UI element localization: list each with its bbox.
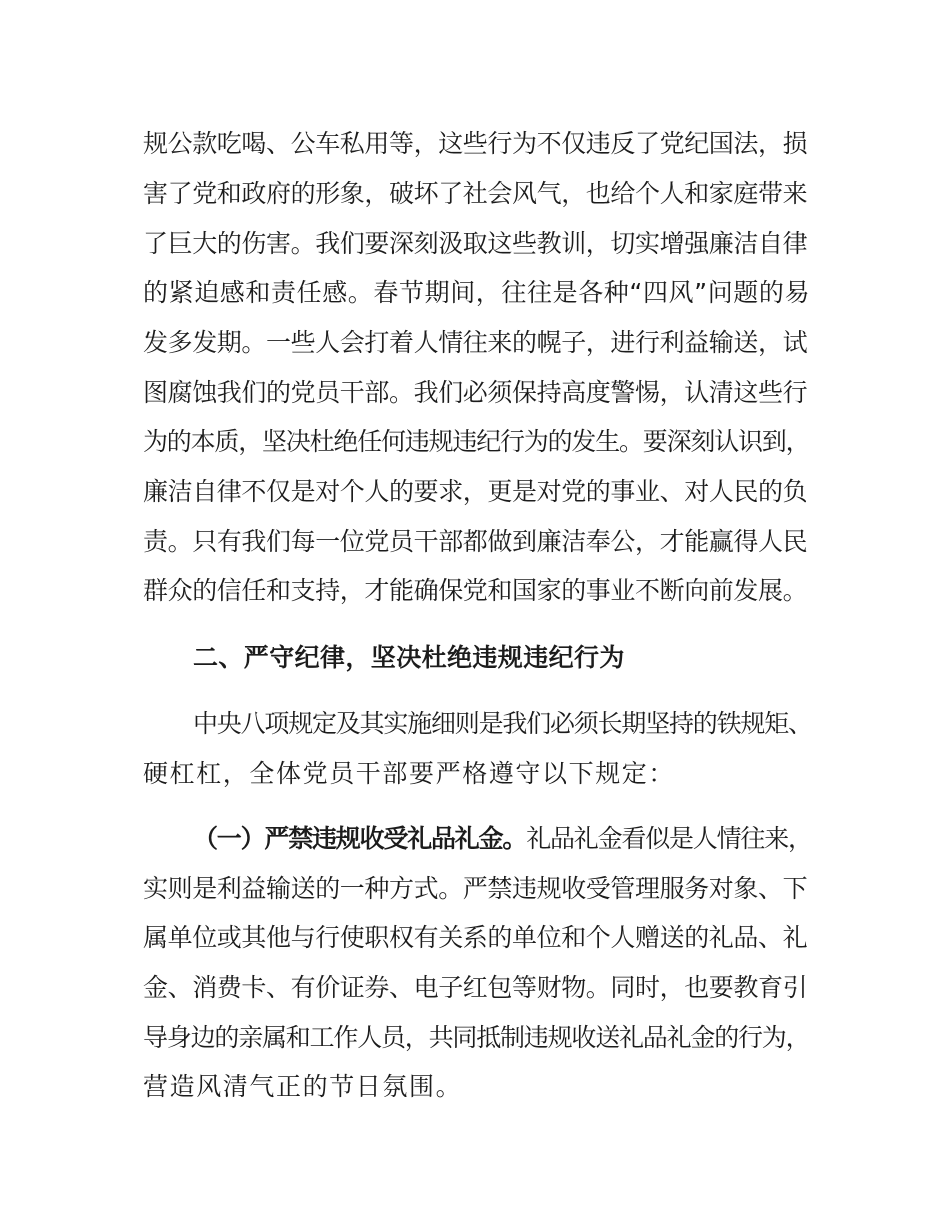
paragraph-line: 为的本质，坚决杜绝任何违规违纪行为的发生。要深刻认识到， bbox=[143, 427, 810, 456]
section-heading: 二、严守纪律，坚决杜绝违规违纪行为 bbox=[193, 643, 625, 672]
paragraph-line: 图腐蚀我们的党员干部。我们必须保持高度警惕，认清这些行 bbox=[143, 378, 808, 407]
item-title: （一）严禁违规收受礼品礼金。 bbox=[193, 824, 527, 853]
paragraph-line: 群众的信任和支持，才能确保党和国家的事业不断向前发展。 bbox=[143, 576, 808, 605]
paragraph-line: 廉洁自律不仅是对个人的要求，更是对党的事业、对人民的负 bbox=[143, 477, 808, 506]
paragraph-line: 营造风清气正的节日氛围。 bbox=[143, 1072, 463, 1101]
item-first-line bbox=[193, 822, 812, 856]
item-first-line-rest: 礼品礼金看似是人情往来， bbox=[526, 824, 812, 853]
paragraph-line: 了巨大的伤害。我们要深刻汲取这些教训，切实增强廉洁自律 bbox=[143, 229, 808, 258]
paragraph-line: 实则是利益输送的一种方式。严禁违规收受管理服务对象、下 bbox=[143, 874, 808, 903]
paragraph-line: 发多发期。一些人会打着人情往来的幌子，进行利益输送，试 bbox=[143, 328, 808, 357]
paragraph-line: 金、消费卡、有价证券、电子红包等财物。同时，也要教育引 bbox=[143, 973, 808, 1002]
paragraph-line: 导身边的亲属和工作人员，共同抵制违规收送礼品礼金的行为， bbox=[143, 1023, 810, 1052]
paragraph-line: 的紧迫感和责任感。春节期间，往往是各种“四风”问题的易 bbox=[143, 278, 811, 307]
paragraph-line: 规公款吃喝、公车私用等，这些行为不仅违反了党纪国法，损 bbox=[143, 129, 808, 158]
paragraph-line: 害了党和政府的形象，破坏了社会风气，也给个人和家庭带来 bbox=[143, 179, 808, 208]
paragraph-line: 责。只有我们每一位党员干部都做到廉洁奉公，才能赢得人民 bbox=[143, 527, 808, 556]
paragraph-line: 中央八项规定及其实施细则是我们必须长期坚持的铁规矩、 bbox=[193, 709, 812, 738]
paragraph-line: 属单位或其他与行使职权有关系的单位和个人赠送的礼品、礼 bbox=[143, 923, 808, 952]
paragraph-line: 硬杠杠，全体党员干部要严格遵守以下规定： bbox=[143, 759, 676, 788]
